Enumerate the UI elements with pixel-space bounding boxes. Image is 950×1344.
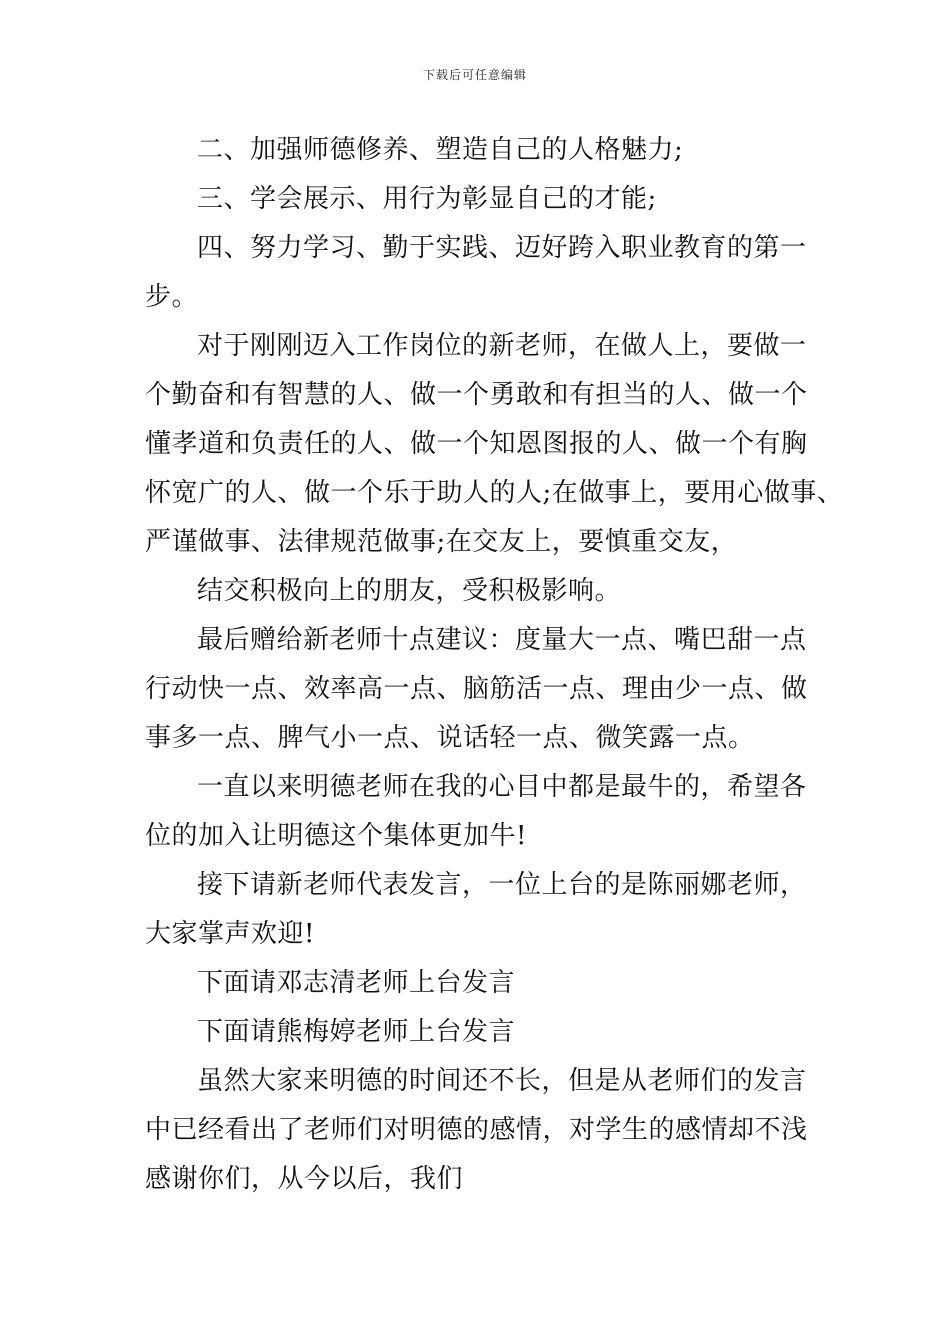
text-line: 事多一点、脾气小一点、说话轻一点、微笑露一点。: [145, 723, 755, 753]
text-line: 下面请熊梅婷老师上台发言: [197, 1017, 516, 1047]
text-line: 个勤奋和有智慧的人、做一个勇敢和有担当的人、做一个: [145, 380, 808, 410]
text-line: 对于刚刚迈入工作岗位的新老师，在做人上，要做一: [197, 331, 807, 361]
text-line: 最后赠给新老师十点建议：度量大一点、嘴巴甜一点: [197, 625, 807, 655]
text-line: 三、学会展示、用行为彰显自己的才能;: [197, 184, 657, 214]
text-line: 虽然大家来明德的时间还不长，但是从老师们的发言: [197, 1066, 807, 1096]
text-line: 步。: [145, 282, 199, 312]
text-line: 位的加入让明德这个集体更加牛!: [145, 821, 527, 851]
text-line: 大家掌声欢迎!: [145, 919, 315, 949]
text-line: 怀宽广的人、做一个乐于助人的人;在做事上，要用心做事、: [145, 478, 844, 508]
text-line: 懂孝道和负责任的人、做一个知恩图报的人、做一个有胸: [145, 429, 808, 459]
text-line: 一直以来明德老师在我的心目中都是最牛的，希望各: [197, 772, 807, 802]
text-line: 行动快一点、效率高一点、脑筋活一点、理由少一点、做: [145, 674, 808, 704]
text-line: 四、努力学习、勤于实践、迈好跨入职业教育的第一: [197, 233, 807, 263]
text-line: 二、加强师德修养、塑造自己的人格魅力;: [197, 135, 684, 165]
text-line: 严谨做事、法律规范做事;在交友上，要慎重交友，: [145, 527, 738, 557]
text-line: 结交积极向上的朋友，受积极影响。: [197, 576, 622, 606]
text-line: 感谢你们，从今以后，我们: [145, 1164, 464, 1194]
page-header: 下载后可任意编辑: [422, 68, 527, 82]
text-line: 下面请邓志清老师上台发言: [197, 968, 516, 998]
text-line: 中已经看出了老师们对明德的感情，对学生的感情却不浅: [145, 1115, 808, 1145]
text-line: 接下请新老师代表发言，一位上台的是陈丽娜老师，: [197, 870, 807, 900]
document-body: [145, 126, 844, 1204]
